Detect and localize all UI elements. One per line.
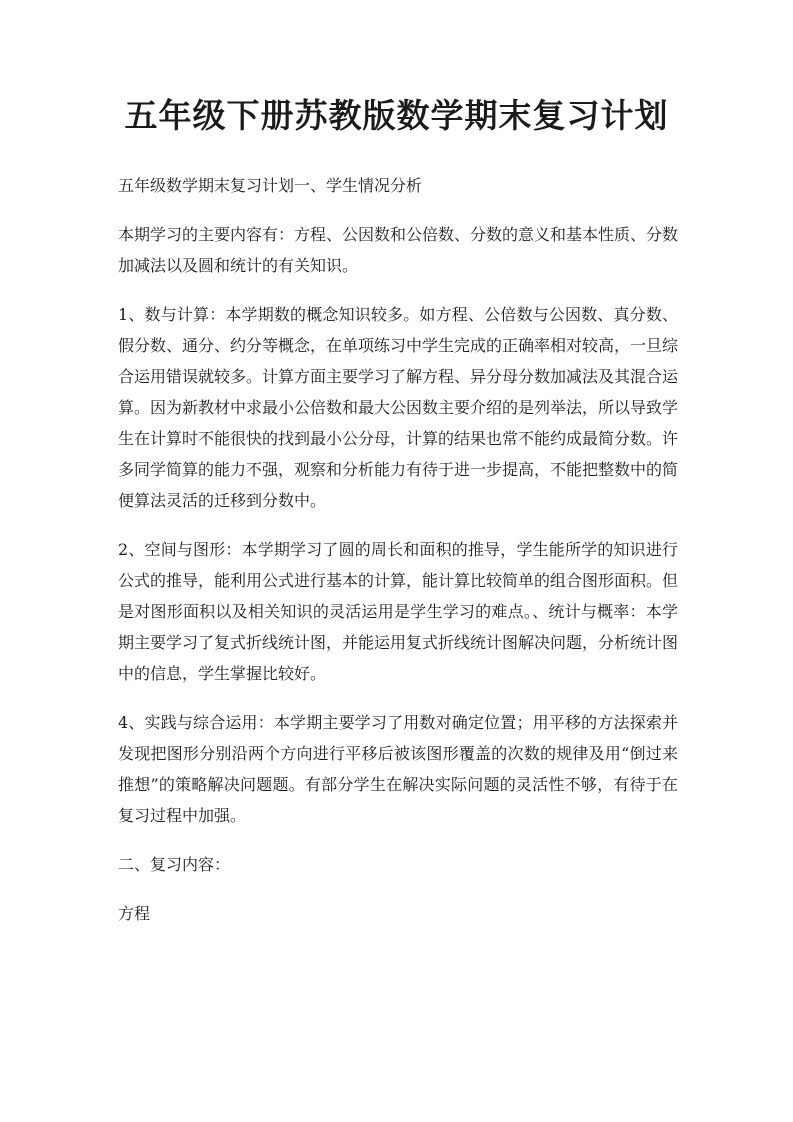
paragraph-main-content: 本期学习的主要内容有：方程、公因数和公倍数、分数的意义和基本性质、分数加减法以及圆和统计的有关知识。 — [118, 225, 679, 275]
paragraph-review-content-heading: 二、复习内容： — [118, 855, 231, 874]
document-body — [118, 170, 678, 947]
paragraph-equation-heading: 方程 — [118, 904, 151, 923]
paragraph-space-figures: 2、空间与图形：本学期学习了圆的周长和面积的推导，学生能所学的知识进行公式的推导，能利用公式进行基本的计算，能计算比较简单的组合图形面积。但是对图形面积以及相关知识的灵活运用是学生学习的难点。、统计与概率：本学期主要学习了复式折线统计图，并能运用复式折线统计图解决问题，分析统计图中的信息，学生掌握比较好。 — [118, 540, 679, 683]
paragraph-practice-application: 4、实践与综合运用：本学期主要学习了用数对确定位置；用平移的方法探索并发现把图形分别沿两个方向进行平移后被该图形覆盖的次数的规律及用“倒过来推想”的策略解决问题题。有部分学生在解决实际问题的灵活性不够，有待于在复习过程中加强。 — [118, 713, 678, 825]
document-title: 五年级下册苏教版数学期末复习计划 — [124, 96, 669, 135]
paragraph-intro: 五年级数学期末复习计划一、学生情况分析 — [118, 176, 423, 195]
paragraph-number-calculation: 1、数与计算：本学期数的概念知识较多。如方程、公倍数与公因数、真分数、假分数、通分、约分等概念，在单项练习中学生完成的正确率相对较高，一旦综合运用错误就较多。计算方面主要学习了解方程、异分母分数加减法及其混合运算。因为新教材中求最小公倍数和最大公因数主要介绍的是列举法，所以导致学生在计算时不能很快的找到最小公分母，计算的结果也常不能约成最简分数。许多同学简算的能力不强，观察和分析能力有待于进一步提高，不能把整数中的简便算法灵活的迁移到分数中。 — [118, 305, 679, 510]
